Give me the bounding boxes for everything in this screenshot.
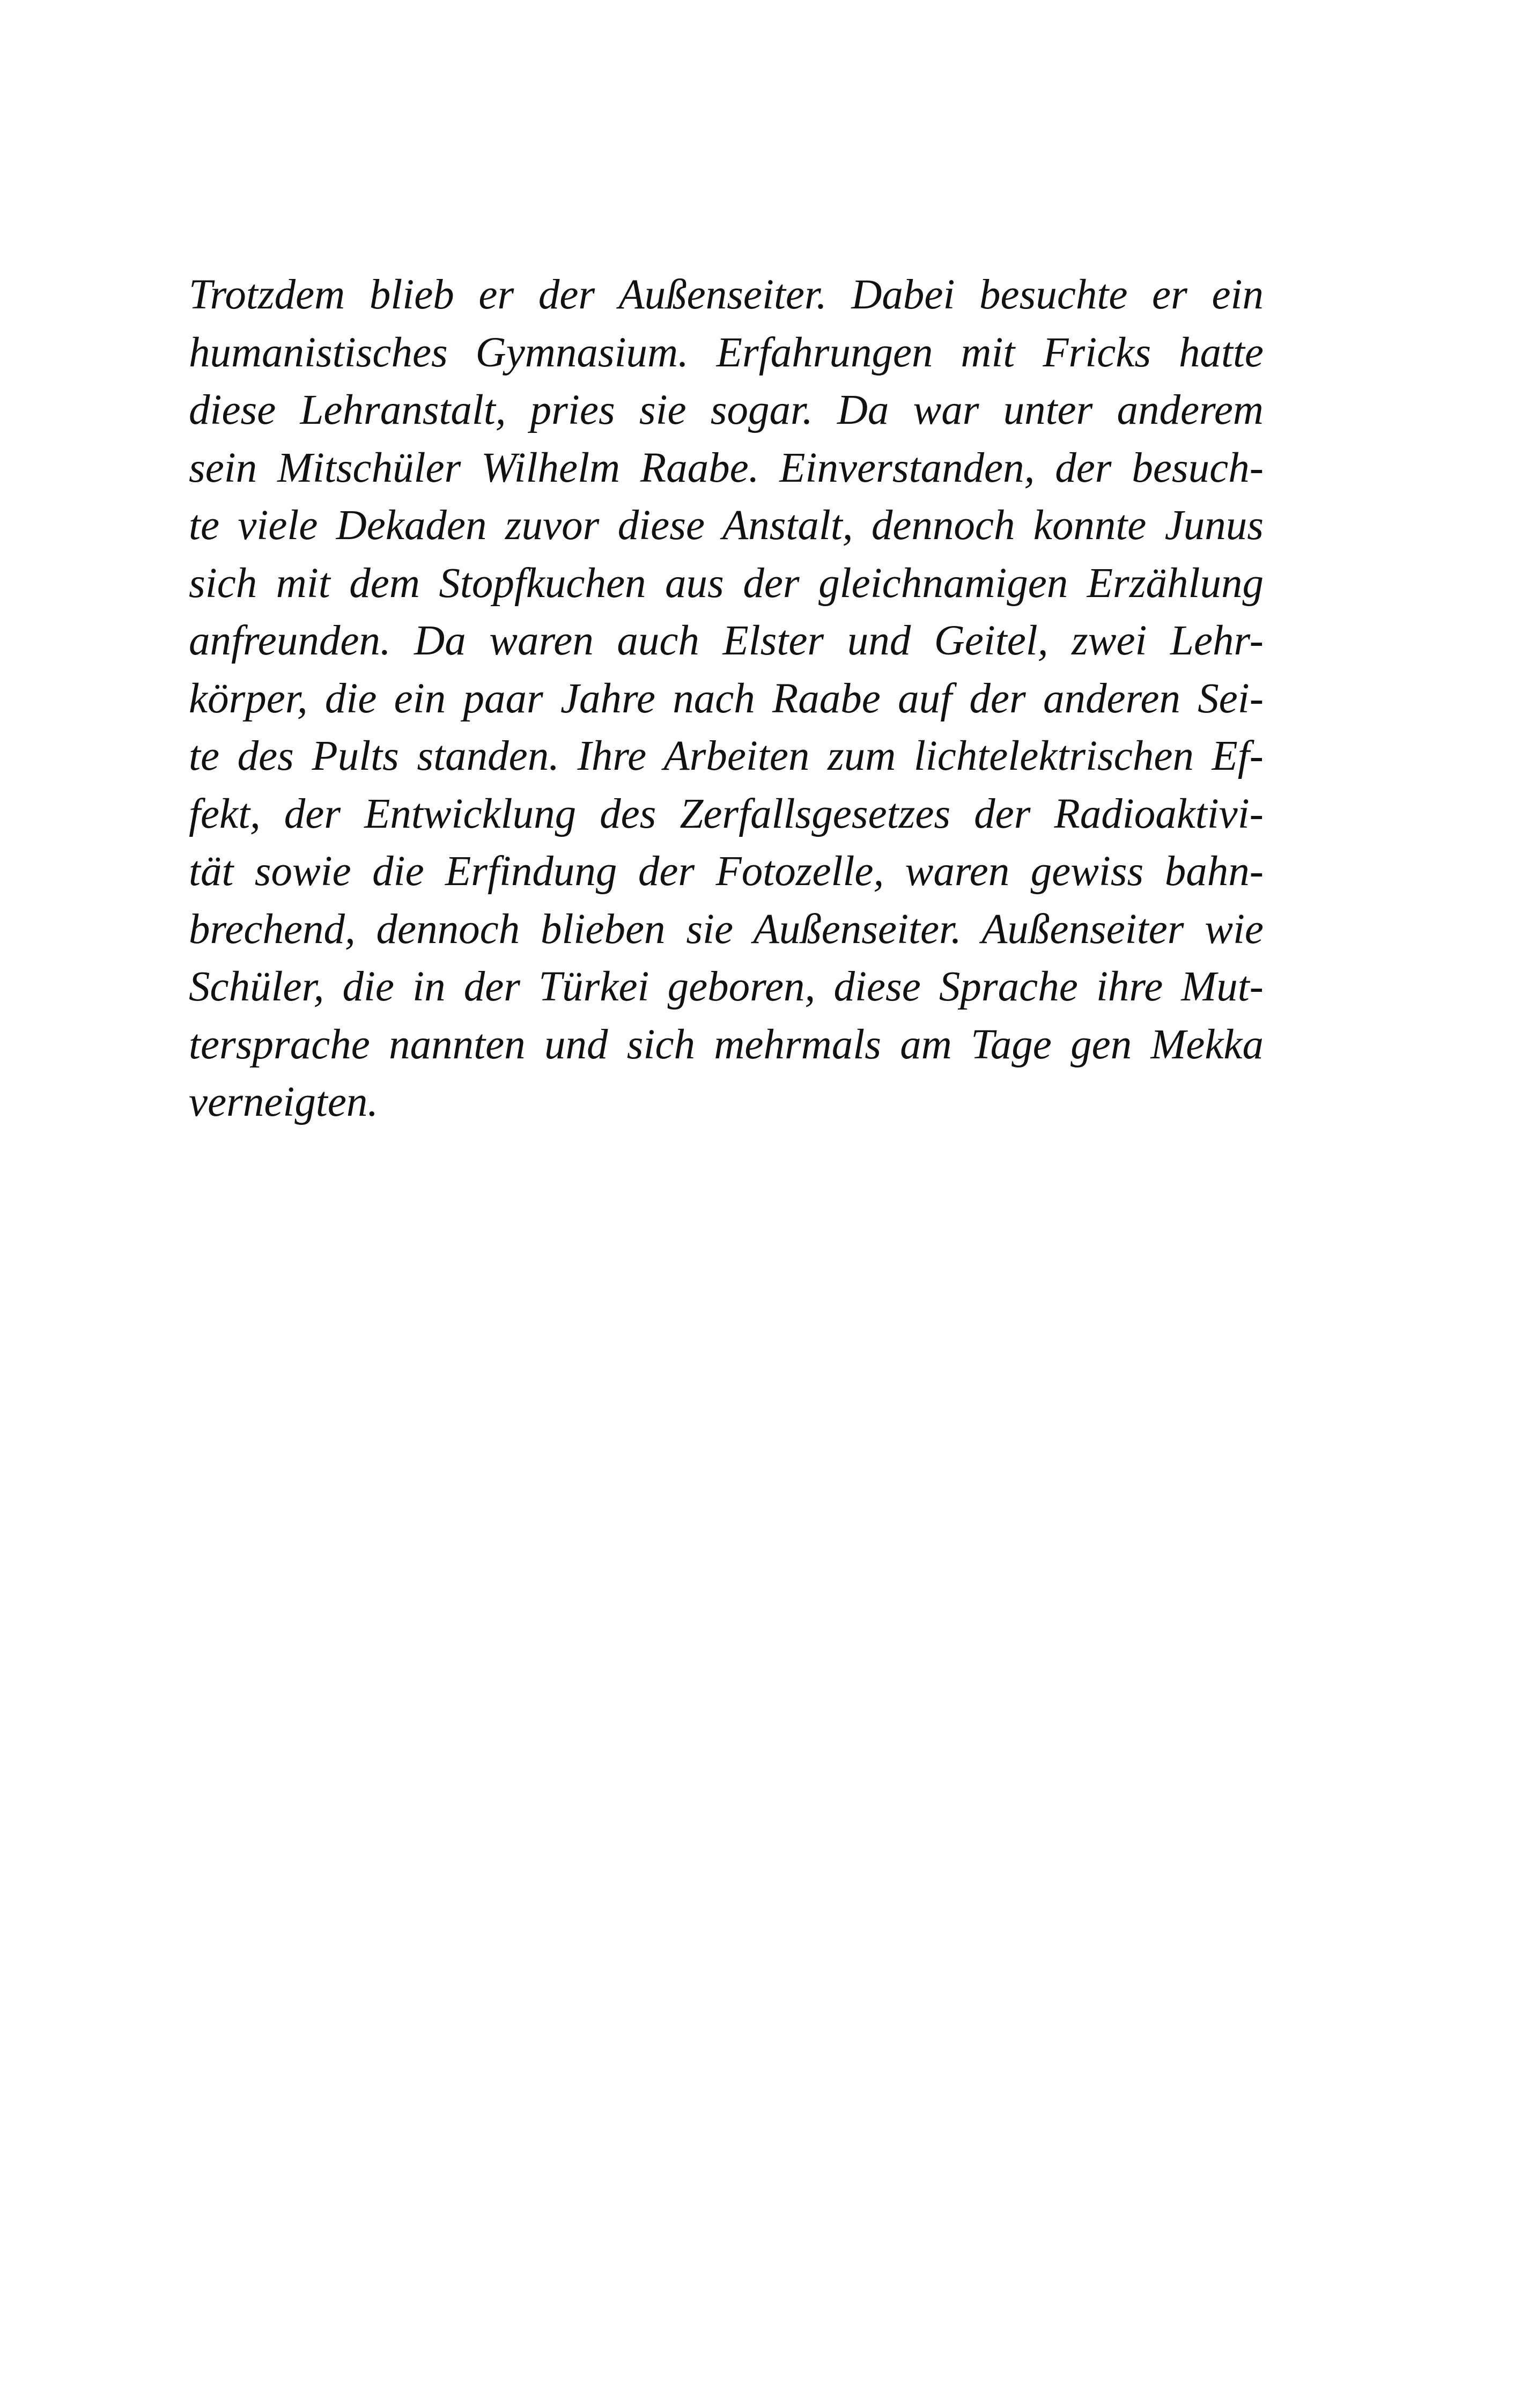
text-line: verneigten. — [189, 1079, 379, 1125]
text-line: fekt, der Entwicklung des Zerfallsgesetzes der Radioaktivi- — [189, 790, 1264, 837]
body-paragraph — [189, 266, 1264, 1131]
text-line: te des Pults standen. Ihre Arbeiten zum lichtelektrischen Ef- — [189, 733, 1264, 779]
text-line: brechend, dennoch blieben sie Außenseiter. Außenseiter wie — [189, 905, 1264, 953]
text-line: Schüler, die in der Türkei geboren, diese Sprache ihre Mut- — [189, 963, 1264, 1010]
text-line: sein Mitschüler Wilhelm Raabe. Einverstanden, der besuch- — [189, 444, 1264, 491]
text-line: humanistisches Gymnasium. Erfahrungen mit Fricks hatte — [189, 329, 1264, 376]
text-line: sich mit dem Stopfkuchen aus der gleichnamigen Erzählung — [189, 559, 1264, 607]
text-line: anfreunden. Da waren auch Elster und Geitel, zwei Lehr- — [189, 617, 1264, 664]
text-line: Trotzdem blieb er der Außenseiter. Dabei besuchte er ein — [189, 271, 1264, 318]
text-line: diese Lehranstalt, pries sie sogar. Da war unter anderem — [189, 387, 1264, 433]
text-line: te viele Dekaden zuvor diese Anstalt, dennoch konnte Junus — [189, 502, 1264, 549]
text-line: körper, die ein paar Jahre nach Raabe auf der anderen Sei- — [189, 675, 1264, 722]
text-line: tersprache nannten und sich mehrmals am Tage gen Mekka — [189, 1021, 1264, 1068]
text-line: tät sowie die Erfindung der Fotozelle, waren gewiss bahn- — [189, 848, 1264, 895]
